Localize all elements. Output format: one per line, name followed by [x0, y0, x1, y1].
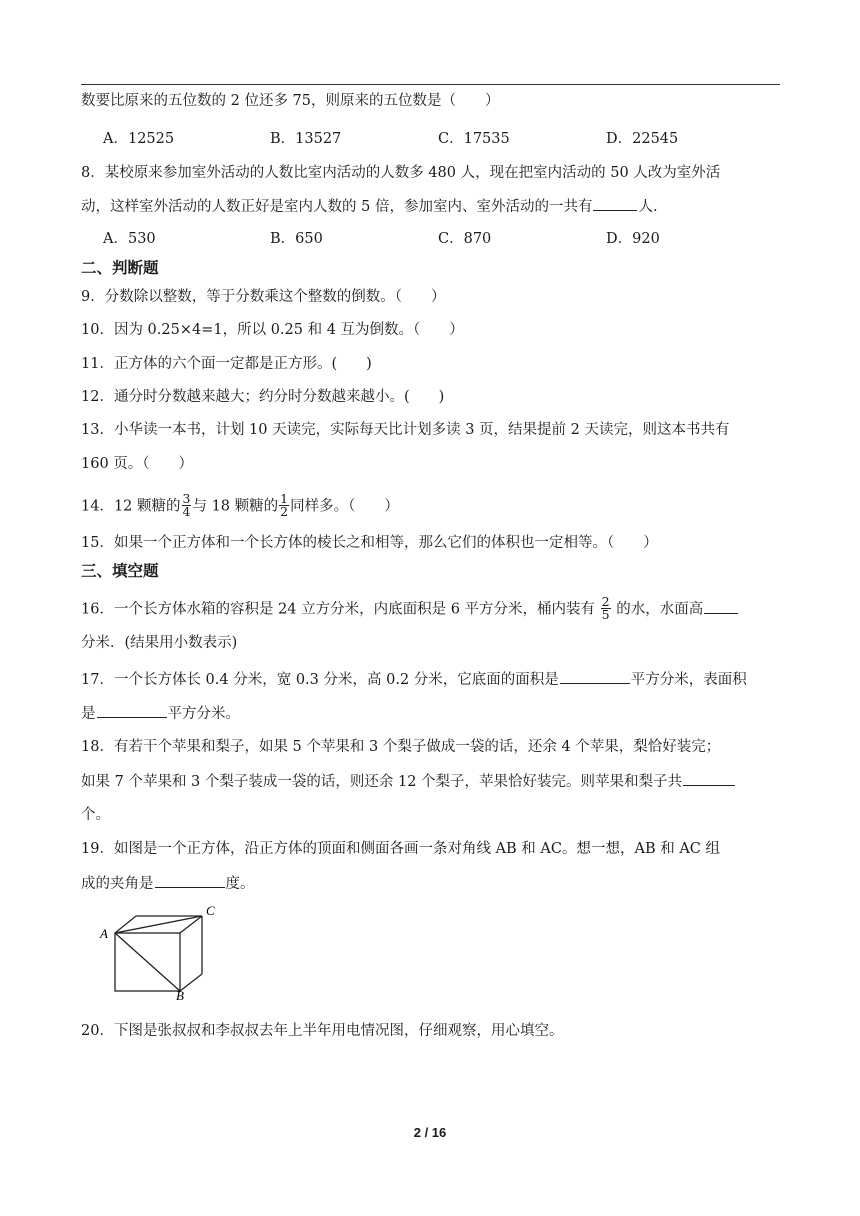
q16-part-b: 的水，水面高: [616, 601, 704, 618]
q8-line-2-text: 动，这样室外活动的人数正好是室内人数的 5 倍，参加室内、室外活动的一共有: [81, 199, 593, 215]
q15-text: 15．如果一个正方体和一个长方体的棱长之和相等，那么它们的体积也一定相等。（ ）: [81, 535, 658, 551]
q17-part-d: 平方分米。: [167, 706, 240, 722]
q8-option-a: A．530: [103, 231, 156, 247]
q18-line-2-text: 如果 7 个苹果和 3 个梨子装成一袋的话，则还余 12 个梨子，苹果恰好装完。则苹果和梨子共: [81, 774, 683, 790]
q17-line-2: [81, 703, 240, 724]
q8-option-d: D．920: [606, 231, 660, 247]
q14-fraction-2: [279, 493, 289, 518]
label-a: A: [100, 926, 108, 941]
q12-text: 12．通分时分数越来越大；约分时分数越来越小。( ): [81, 389, 445, 405]
q16-line-1: [81, 594, 739, 622]
label-c: C: [206, 903, 215, 918]
q19-part-a: 成的夹角是: [81, 876, 154, 892]
q10-text: 10．因为 0.25×4=1，所以 0.25 和 4 互为倒数。（ ）: [81, 322, 464, 338]
q7-option-d: D．22545: [606, 131, 679, 147]
q16-line-2: 分米．(结果用小数表示): [81, 635, 238, 651]
top-rule: [81, 84, 780, 85]
q7-option-b: B．13527: [270, 131, 342, 147]
q14-fraction-1-numerator: 3: [182, 491, 191, 506]
q17-part-c: 是: [81, 706, 96, 722]
q18-line-3: 个。: [81, 807, 110, 823]
q14-text: [81, 491, 399, 519]
q18-line-1: 18．有若干个苹果和梨子，如果 5 个苹果和 3 个梨子做成一袋的话，还余 4 个苹果，梨恰好装完；: [81, 739, 721, 755]
q14-fraction-2-numerator: 1: [280, 491, 289, 506]
q13-line-1: 13．小华读一本书，计划 10 天读完，实际每天比计划多读 3 页，结果提前 2 天读完，则这本书共有: [81, 422, 730, 438]
q8-line-1: 8．某校原来参加室外活动的人数比室内活动的人数多 480 人，现在把室内活动的 50 人改为室外活: [81, 165, 721, 181]
q14-part-a: 14．12 颗糖的: [81, 498, 181, 515]
q19-line-1: 19．如图是一个正方体，沿正方体的顶面和侧面各画一条对角线 AB 和 AC。想一想，AB 和 AC 组: [81, 841, 720, 857]
diagonal-ac: [115, 916, 202, 933]
q19-part-b: 度。: [225, 876, 255, 892]
q16-answer-blank[interactable]: [704, 599, 738, 614]
q11-text: 11．正方体的六个面一定都是正方形。( ): [81, 356, 372, 372]
q20-text: 20．下图是张叔叔和李叔叔去年上半年用电情况图，仔细观察，用心填空。: [81, 1023, 564, 1039]
q17-part-b: 平方分米，表面积: [630, 672, 747, 688]
q9-text: 9．分数除以整数，等于分数乘这个整数的倒数。（ ）: [81, 289, 446, 305]
q18-line-2: [81, 771, 736, 792]
page-number: 2 / 16: [413, 1125, 447, 1140]
q16-fraction-numerator: 2: [601, 594, 610, 609]
q19-answer-blank[interactable]: [155, 873, 225, 888]
q14-fraction-1: [182, 493, 192, 518]
q7-option-a: A．12525: [103, 131, 175, 147]
q8-option-c: C．870: [438, 231, 492, 247]
label-b: B: [176, 988, 184, 1002]
diagonal-ab: [115, 933, 180, 991]
section-fill-title: 三、填空题: [81, 562, 159, 580]
q18-answer-blank[interactable]: [683, 771, 735, 786]
q7-continuation: 数要比原来的五位数的 2 位还多 75，则原来的五位数是（ ）: [81, 93, 500, 109]
q17-line-1: [81, 669, 747, 690]
q8-option-b: B．650: [270, 231, 323, 247]
q16-fraction-denominator: 5: [601, 607, 610, 622]
q17-part-a: 17．一个长方体长 0.4 分米，宽 0.3 分米，高 0.2 分米，它底面的面积是: [81, 672, 559, 688]
q17-answer-blank-2[interactable]: [97, 703, 167, 718]
q14-fraction-1-denominator: 4: [182, 504, 191, 519]
q19-line-2: [81, 873, 255, 894]
q13-line-2: 160 页。（ ）: [81, 456, 194, 472]
q14-fraction-2-denominator: 2: [280, 504, 289, 519]
cube-figure: [96, 902, 226, 1002]
q8-answer-blank[interactable]: [593, 196, 637, 211]
q14-part-b: 与 18 颗糖的: [192, 498, 279, 515]
q8-line-2: [81, 196, 658, 217]
q16-fraction: [601, 596, 611, 621]
q7-option-c: C．17535: [438, 131, 510, 147]
q16-part-a: 16．一个长方体水箱的容积是 24 立方分米，内底面积是 6 平方分米，桶内装有: [81, 601, 596, 618]
q14-part-c: 同样多。（ ）: [290, 498, 399, 515]
q17-answer-blank-1[interactable]: [560, 669, 630, 684]
section-judgment-title: 二、判断题: [81, 259, 159, 277]
q8-line-2-end: 人.: [638, 199, 658, 215]
